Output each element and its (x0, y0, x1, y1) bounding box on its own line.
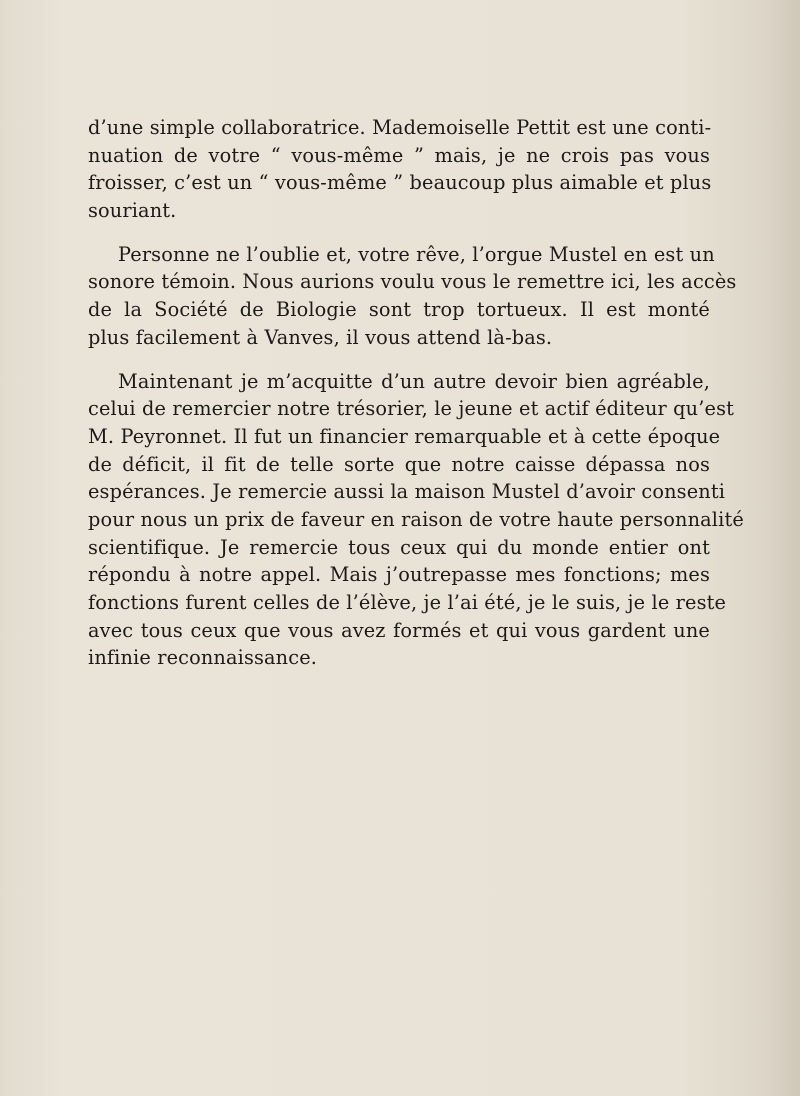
text-line: sonore témoin. Nous aurions voulu vous le remettre ici, les accès (88, 270, 737, 294)
text-line: nuation de votre “ vous-même ” mais, je ne crois pas vous (88, 143, 710, 167)
text-line: Personne ne l’oublie et, votre rêve, l’orgue Mustel en est un (118, 242, 715, 266)
text-line: infinie reconnaissance. (88, 646, 318, 670)
text-line: celui de remercier notre trésorier, le jeune et actif éditeur qu’est (88, 397, 735, 421)
text-line: pour nous un prix de faveur en raison de votre haute personnalité (88, 507, 744, 531)
text-line: fonctions furent celles de l’élève, je l’ai été, je le suis, je le reste (88, 591, 727, 614)
text-line: scientifique. Je remercie tous ceux qui du monde entier ont (88, 535, 710, 559)
text-line: plus facilement à Vanves, il vous attend là-bas. (88, 325, 553, 349)
text-line: espérances. Je remercie aussi la maison Mustel d’avoir consenti (88, 480, 726, 504)
text-line: de déficit, il fit de telle sorte que notre caisse dépassa nos (88, 452, 710, 476)
text-line: avec tous ceux que vous avez formés et qui vous gardent une (88, 618, 710, 642)
text-line: d’une simple collaboratrice. Mademoiselle Pettit est une conti- (88, 116, 712, 139)
text-line: Maintenant je m’acquitte d’un autre devoir bien agréable, (118, 369, 710, 393)
text-line: froisser, c’est un “ vous-même ” beaucoup plus aimable et plus (88, 171, 712, 195)
text-line: souriant. (88, 199, 177, 223)
text-line: répondu à notre appel. Mais j’outrepasse mes fonctions; mes (88, 563, 710, 587)
text-line: M. Peyronnet. Il fut un financier remarquable et à cette époque (88, 424, 721, 448)
paragraph-2 (88, 241, 737, 352)
body-text (88, 114, 744, 672)
text-line: de la Société de Biologie sont trop tortueux. Il est monté (88, 298, 710, 322)
paragraph-1 (88, 114, 710, 225)
paragraph-3 (88, 368, 744, 673)
